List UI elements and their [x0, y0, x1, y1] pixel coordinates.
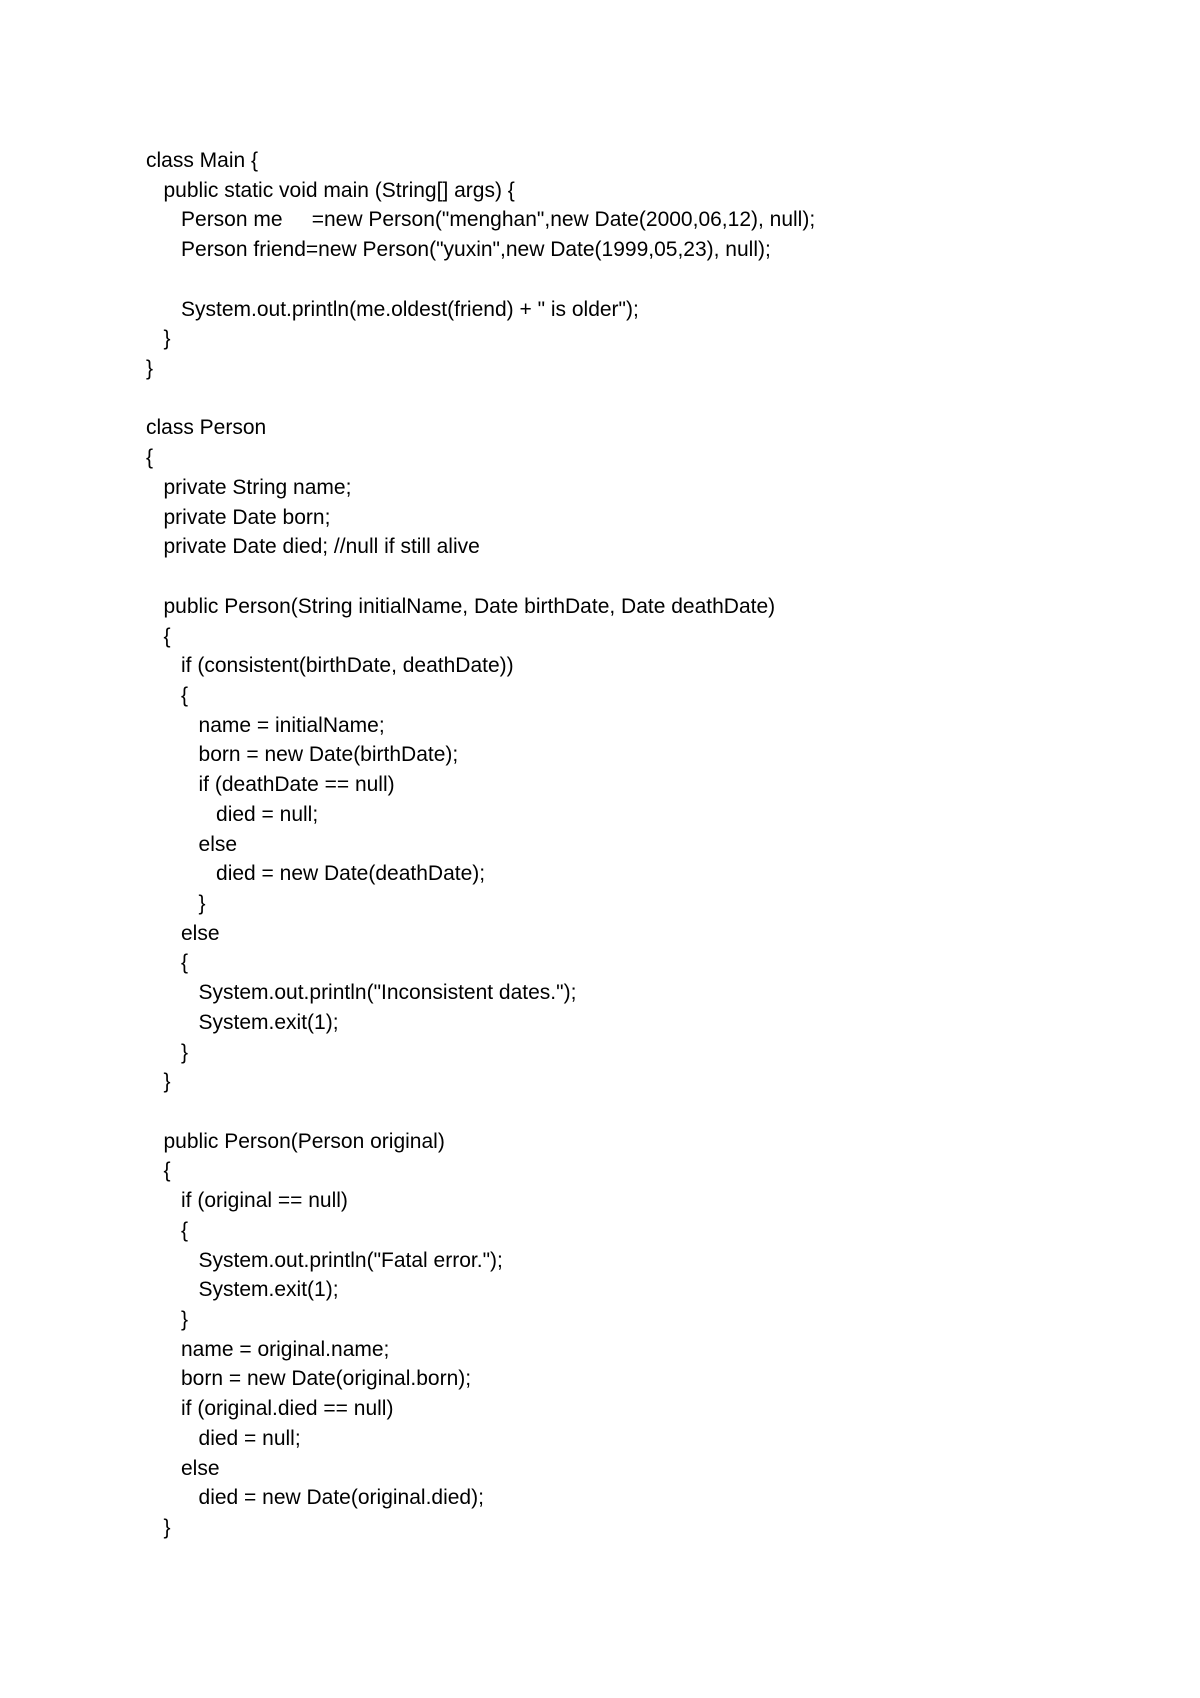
code-line: public static void main (String[] args) { [146, 178, 515, 202]
code-line: { [146, 1159, 171, 1183]
code-line: born = new Date(original.born); [146, 1367, 472, 1391]
code-line: { [146, 683, 189, 707]
code-line: } [146, 357, 154, 381]
code-line: { [146, 446, 154, 470]
code-line: if (deathDate == null) [146, 773, 395, 797]
code-line: System.exit(1); [146, 1010, 339, 1034]
code-line: System.out.println(me.oldest(friend) + " is older"); [146, 297, 639, 321]
code-line: name = original.name; [146, 1337, 390, 1361]
code-line: if (original == null) [146, 1189, 348, 1213]
code-line: } [146, 327, 171, 351]
code-line: else [146, 921, 220, 945]
code-listing [146, 146, 1146, 1543]
code-line: { [146, 951, 189, 975]
code-line: name = initialName; [146, 713, 385, 737]
code-line: } [146, 1040, 189, 1064]
code-line: else [146, 832, 238, 856]
code-line: { [146, 1218, 189, 1242]
code-line: died = null; [146, 802, 319, 826]
code-line: born = new Date(birthDate); [146, 743, 459, 767]
code-line: if (original.died == null) [146, 1397, 394, 1421]
blank-line [146, 384, 1146, 414]
code-line: { [146, 624, 171, 648]
code-line: System.exit(1); [146, 1278, 339, 1302]
code-line: System.out.println("Fatal error."); [146, 1248, 503, 1272]
code-line: public Person(Person original) [146, 1129, 445, 1153]
code-line: } [146, 891, 206, 915]
code-line: else [146, 1456, 220, 1480]
code-line: Person me =new Person("menghan",new Date(2000,06,12), null); [146, 208, 816, 232]
code-line: } [146, 1308, 189, 1332]
code-line: } [146, 1070, 171, 1094]
blank-line [146, 562, 1146, 592]
code-line: private String name; [146, 475, 352, 499]
code-line: } [146, 1516, 171, 1540]
code-line: died = new Date(original.died); [146, 1486, 484, 1510]
code-line: class Person [146, 416, 267, 440]
blank-line [146, 265, 1146, 295]
code-line: public Person(String initialName, Date birthDate, Date deathDate) [146, 594, 776, 618]
code-line: if (consistent(birthDate, deathDate)) [146, 654, 514, 678]
code-line: died = null; [146, 1426, 301, 1450]
code-line: class Main { [146, 149, 259, 172]
code-line: died = new Date(deathDate); [146, 862, 486, 886]
code-line: Person friend=new Person("yuxin",new Date(1999,05,23), null); [146, 238, 771, 262]
code-line: private Date died; //null if still alive [146, 535, 480, 559]
code-line: private Date born; [146, 505, 331, 529]
blank-line [146, 1097, 1146, 1127]
code-line: System.out.println("Inconsistent dates."); [146, 981, 577, 1005]
